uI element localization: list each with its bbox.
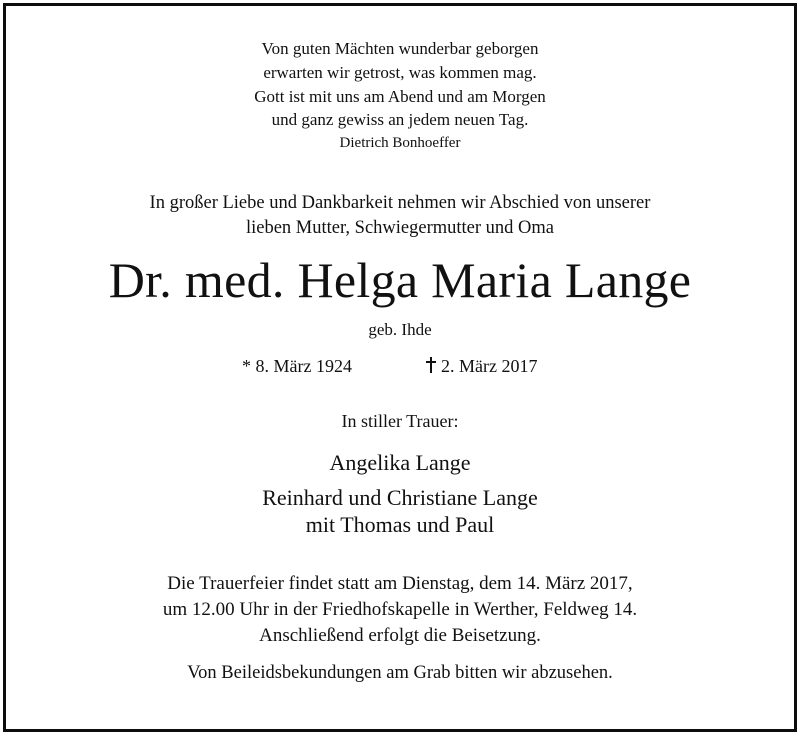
deceased-name: Dr. med. Helga Maria Lange [108,252,692,308]
mourner-name: Reinhard und Christiane Lange [262,485,538,510]
intro-line: In großer Liebe und Dankbarkeit nehmen wir Abschied von unserer [149,193,651,213]
closing-note: Von Beileidsbekundungen am Grab bitten wir abzusehen. [187,663,613,683]
intro-line: lieben Mutter, Schwiegermutter und Oma [245,218,555,238]
mourner-name: Angelika Lange [329,450,471,475]
birth-date: * 8. März 1924 [242,356,352,376]
mourners-heading: In stiller Trauer: [341,411,459,431]
death-date-group [426,357,537,375]
poem-line: Von guten Mächten wunderbar geborgen [261,39,539,58]
funeral-line: Die Trauerfeier findet statt am Dienstag, dem 14. März 2017, [167,573,633,594]
maiden-name: geb. Ihde [368,320,432,339]
funeral-line: Anschließend erfolgt die Beisetzung. [259,625,541,646]
funeral-line: um 12.00 Uhr in der Friedhofskapelle in Werther, Feldweg 14. [162,599,638,620]
cross-icon [426,357,436,373]
poem-line: und ganz gewiss an jedem neuen Tag. [271,110,529,129]
mourner-name: mit Thomas und Paul [305,512,495,537]
death-date: 2. März 2017 [441,356,538,376]
poem-line: Gott ist mit uns am Abend und am Morgen [254,87,546,106]
poem-author: Dietrich Bonhoeffer [339,135,461,151]
poem-line: erwarten wir getrost, was kommen mag. [263,63,537,82]
